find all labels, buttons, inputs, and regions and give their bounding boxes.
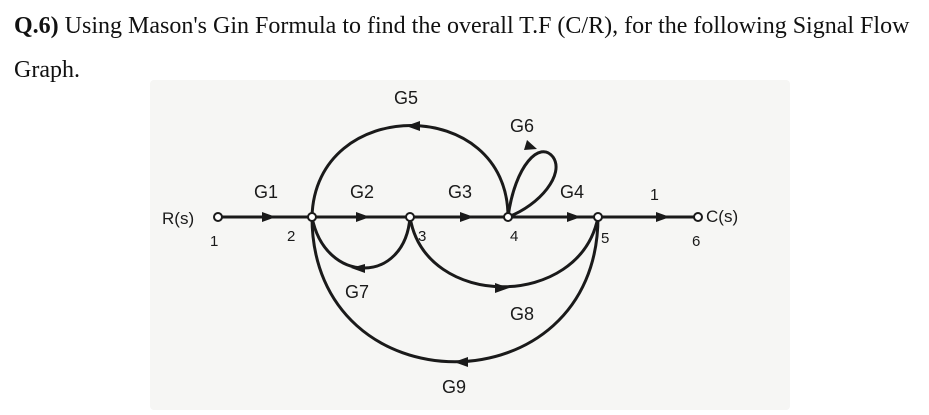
question-body: Using Mason's Gin Formula to find the overall T.F (C/R), for the following Signal Flow Graph.: [14, 13, 910, 83]
question-text: [14, 4, 919, 92]
node-input-circle: [214, 213, 222, 221]
arrow-g6: [524, 140, 537, 150]
arrow-2-3: [356, 212, 370, 222]
arrow-g9: [454, 357, 468, 367]
node-3-label: 3: [418, 228, 427, 245]
arrow-1-2: [262, 212, 276, 222]
node-2-label: 2: [287, 228, 296, 245]
node-6-label: 6: [692, 233, 701, 250]
input-label: R(s): [162, 209, 195, 228]
node-5-label: 5: [601, 230, 610, 247]
node-3-circle: [406, 213, 414, 221]
gain-g1: G1: [254, 182, 279, 202]
gain-g9: G9: [442, 377, 467, 397]
branch-g8-curve: [410, 217, 598, 287]
output-label: C(s): [706, 207, 739, 226]
signal-flow-graph-figure: [150, 80, 790, 410]
branch-g7-curve: [312, 217, 410, 268]
node-2-circle: [308, 213, 316, 221]
gain-g8: G8: [510, 304, 535, 324]
gain-unity: 1: [650, 187, 659, 204]
question-number: Q.6): [14, 13, 59, 39]
gain-g3: G3: [448, 182, 473, 202]
arrow-g8: [495, 283, 509, 293]
self-loop-g6: [508, 152, 556, 217]
node-1-label: 1: [210, 233, 219, 250]
gain-g6: G6: [510, 116, 535, 136]
node-4-label: 4: [510, 228, 519, 245]
arrow-5-6: [656, 212, 670, 222]
node-4-circle: [504, 213, 512, 221]
arrow-4-5: [567, 212, 581, 222]
gain-g7: G7: [345, 282, 370, 302]
gain-g4: G4: [560, 182, 585, 202]
gain-g2: G2: [350, 182, 375, 202]
gain-g5: G5: [394, 88, 419, 108]
node-output-circle: [694, 213, 702, 221]
branch-g5-curve: [312, 126, 508, 218]
node-5-circle: [594, 213, 602, 221]
arrow-3-4: [460, 212, 474, 222]
arrow-g5: [406, 121, 420, 131]
signal-flow-graph: [150, 80, 790, 410]
